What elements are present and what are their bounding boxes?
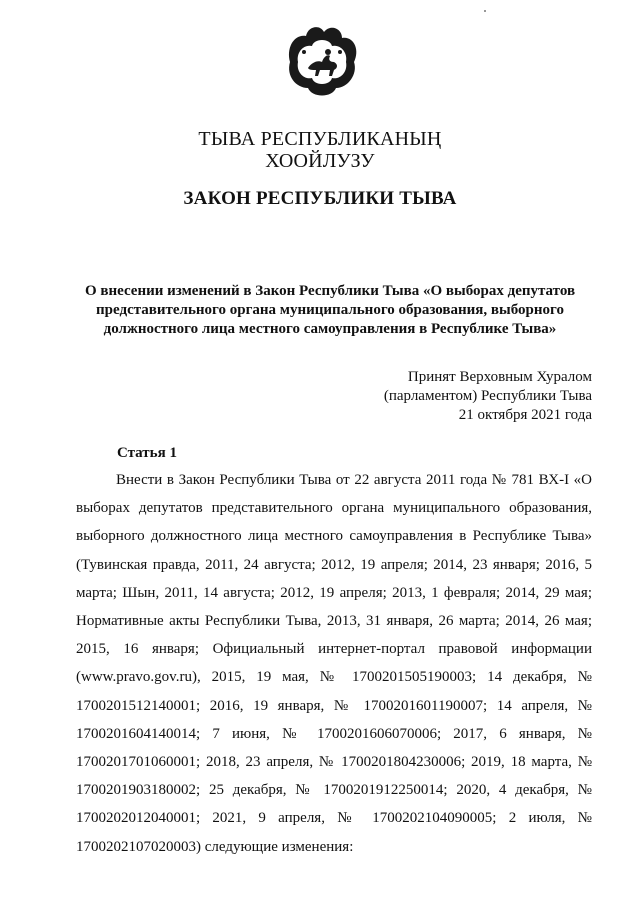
header-line-1: ТЫВА РЕСПУБЛИКАНЫҢ xyxy=(198,128,442,150)
law-subject: О внесении изменений в Закон Республики Тыва «О выборах депутатов представительного органа муниципального образования, выборного должностного лица местного самоуправления в Республике Тыва» xyxy=(84,283,576,337)
article-body: Внести в Закон Республики Тыва от 22 августа 2011 года № 781 ВХ-I «О выборах депутатов представительного органа муниципального образования, выборного должностного лица местного самоуправления в Республике Тыва» (Тувинская правда, 2011, 24 августа; 2012, 19 апреля; 2014, 23 января; 2016, 5 марта; Шын, 2011, 14 августа; 2012, 19 апреля; 2013, 1 февраля; 2014, 29 мая; Нормативные акты Республики Тыва, 2013, 31 января, 26 марта; 2014, 26 мая; 2015, 16 января; Официальный интернет-портал правовой информации (www.pravo.gov.ru), 2015, 19 мая, № 1700201505190003; 14 декабря, № 1700201512140001; 2016, 19 января, № 1700201601190007; 14 апреля, № 1700201604140014; 7 июня, № 1700201606070006; 2017, 6 января, № 1700201701060001; 2018, 23 апреля, № 1700201804230006; 2019, 18 марта, № 1700201903180002; 25 декабря, № 1700201912250014; 2020, 4 декабря, № 1700202012040001; 2021, 9 апреля, № 1700202104090005; 2 июля, № 1700202107020003) следующие изменения: xyxy=(76,472,592,855)
law-title: ЗАКОН РЕСПУБЛИКИ ТЫВА xyxy=(183,188,457,209)
scan-speck xyxy=(484,10,486,12)
adoption-date: 21 октября 2021 года xyxy=(458,407,592,423)
adoption-line-1: Принят Верховным Хуралом xyxy=(407,369,592,385)
adoption-note xyxy=(384,368,592,425)
tuva-emblem-icon xyxy=(284,22,360,102)
adoption-line-2: (парламентом) Республики Тыва xyxy=(383,388,592,404)
header-line-2: ХООЙЛУЗУ xyxy=(265,150,375,172)
article-heading: Статья 1 xyxy=(117,445,177,461)
